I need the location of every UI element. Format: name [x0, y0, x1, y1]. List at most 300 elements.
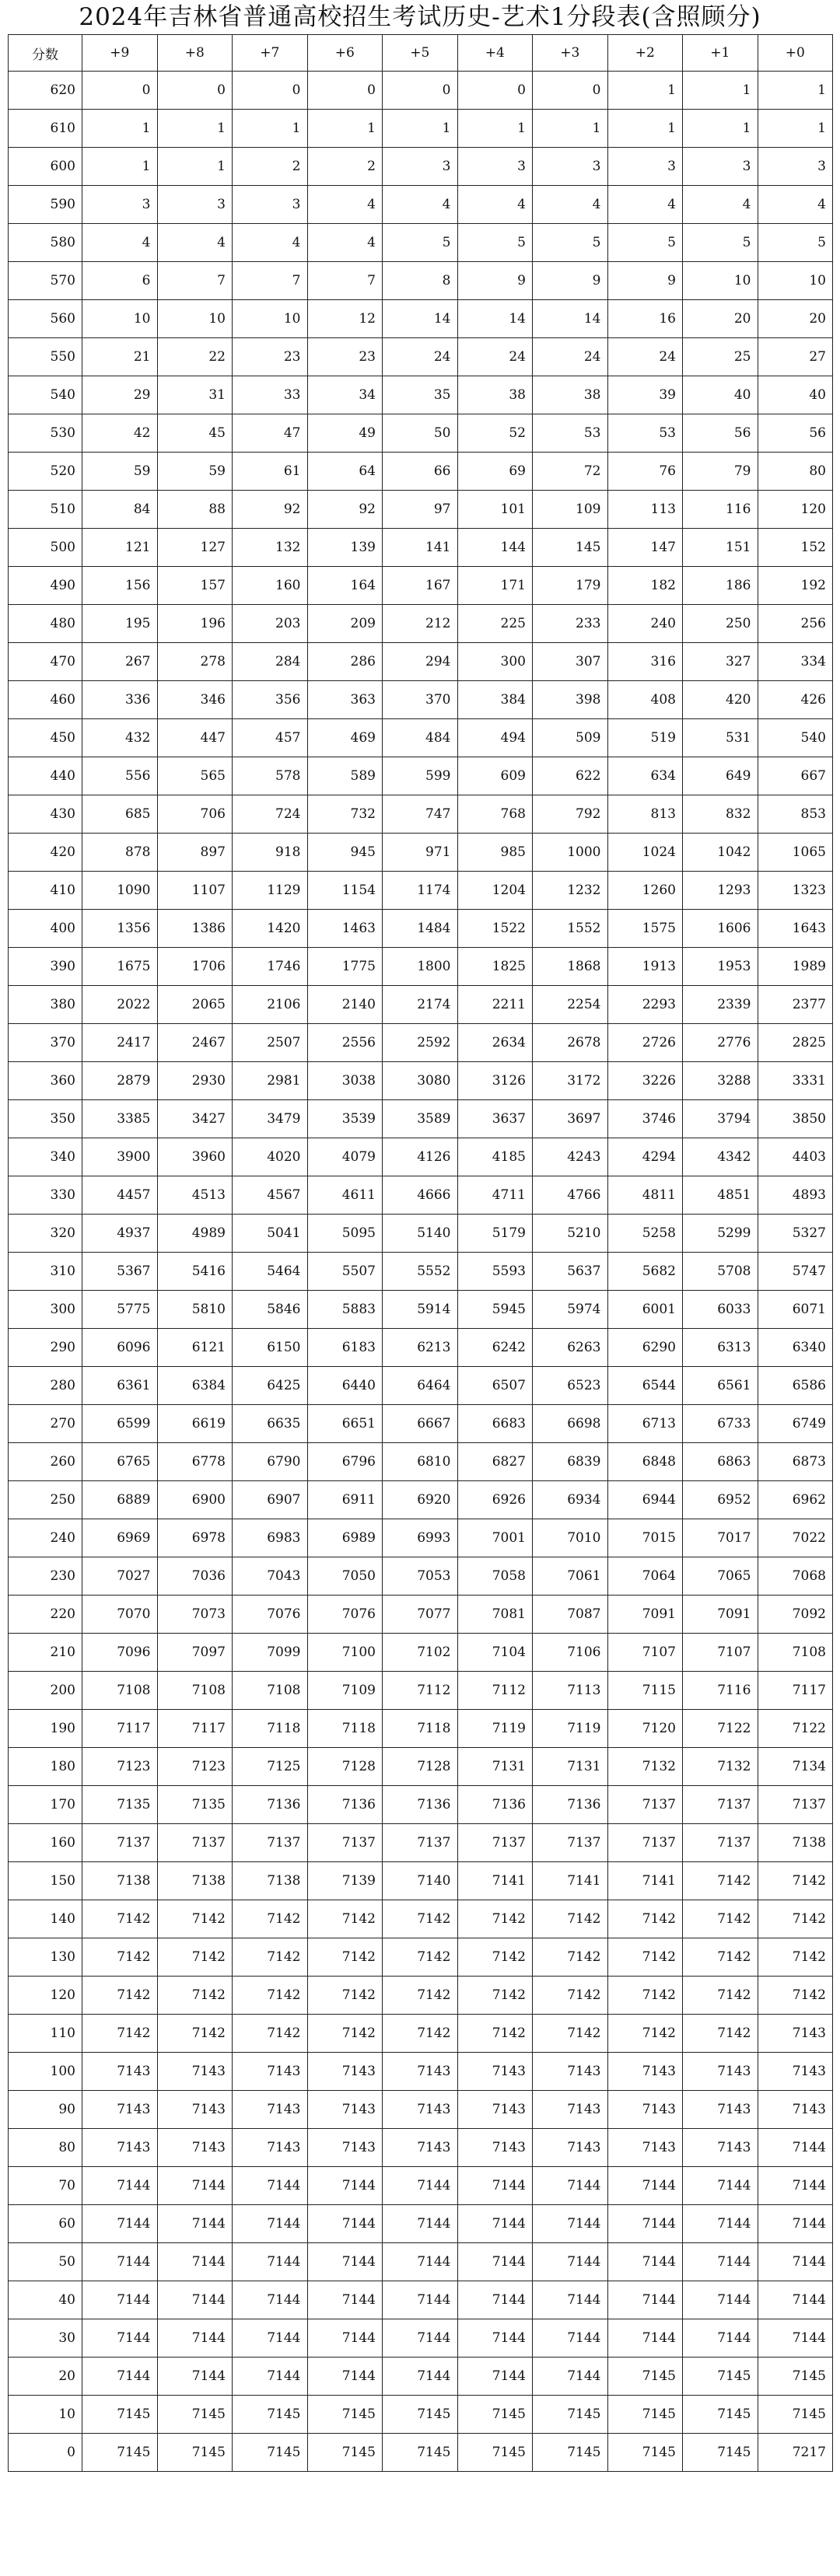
count-cell: 7144: [157, 2358, 233, 2396]
count-cell: 7145: [383, 2434, 458, 2472]
count-cell: 370: [383, 681, 458, 719]
count-cell: 7142: [533, 2015, 608, 2053]
count-cell: 192: [758, 567, 833, 605]
count-cell: 7142: [683, 1938, 758, 1977]
count-cell: 6827: [457, 1443, 533, 1481]
count-cell: 4: [157, 224, 233, 262]
count-cell: 6934: [533, 1481, 608, 1519]
table-row: [9, 262, 833, 300]
count-cell: 1356: [82, 910, 158, 948]
count-cell: 7143: [233, 2053, 308, 2091]
column-header-offset: +7: [233, 35, 308, 72]
count-cell: 5846: [233, 1291, 308, 1329]
count-cell: 7144: [683, 2205, 758, 2243]
count-cell: 7142: [307, 1900, 383, 1938]
count-cell: 356: [233, 681, 308, 719]
count-cell: 6667: [383, 1405, 458, 1443]
count-cell: 7137: [533, 1824, 608, 1862]
score-cell: 50: [9, 2243, 82, 2281]
table-row: [9, 1481, 833, 1519]
count-cell: 101: [457, 491, 533, 529]
count-cell: 4: [457, 186, 533, 224]
count-cell: 7050: [307, 1557, 383, 1596]
count-cell: 7144: [383, 2281, 458, 2319]
count-cell: 33: [233, 376, 308, 414]
count-cell: 35: [383, 376, 458, 414]
count-cell: 300: [457, 643, 533, 681]
score-cell: 610: [9, 110, 82, 148]
count-cell: 6121: [157, 1329, 233, 1367]
count-cell: 732: [307, 795, 383, 834]
count-cell: 267: [82, 643, 158, 681]
column-header-offset: +3: [533, 35, 608, 72]
count-cell: 7134: [758, 1748, 833, 1786]
count-cell: 7017: [683, 1519, 758, 1557]
table-row: [9, 605, 833, 643]
table-row: [9, 1024, 833, 1062]
table-row: [9, 453, 833, 491]
count-cell: 92: [233, 491, 308, 529]
count-cell: 2065: [157, 986, 233, 1024]
count-cell: 6733: [683, 1405, 758, 1443]
count-cell: 7145: [233, 2396, 308, 2434]
table-row: [9, 681, 833, 719]
count-cell: 7144: [457, 2243, 533, 2281]
count-cell: 945: [307, 834, 383, 872]
count-cell: 4342: [683, 1138, 758, 1176]
score-cell: 10: [9, 2396, 82, 2434]
count-cell: 1090: [82, 872, 158, 910]
count-cell: 5945: [457, 1291, 533, 1329]
count-cell: 578: [233, 757, 308, 795]
count-cell: 7139: [307, 1862, 383, 1900]
count-cell: 4: [233, 224, 308, 262]
table-row: [9, 491, 833, 529]
count-cell: 1643: [758, 910, 833, 948]
count-cell: 7143: [233, 2129, 308, 2167]
count-cell: 408: [607, 681, 683, 719]
count-cell: 97: [383, 491, 458, 529]
count-cell: 8: [383, 262, 458, 300]
count-cell: 494: [457, 719, 533, 757]
count-cell: 7132: [607, 1748, 683, 1786]
count-cell: 6313: [683, 1329, 758, 1367]
count-cell: 152: [758, 529, 833, 567]
count-cell: 7001: [457, 1519, 533, 1557]
count-cell: 7118: [383, 1710, 458, 1748]
count-cell: 3746: [607, 1100, 683, 1138]
count-cell: 4811: [607, 1176, 683, 1215]
count-cell: 2634: [457, 1024, 533, 1062]
score-cell: 590: [9, 186, 82, 224]
count-cell: 634: [607, 757, 683, 795]
score-cell: 290: [9, 1329, 82, 1367]
count-cell: 1204: [457, 872, 533, 910]
count-cell: 7142: [683, 1977, 758, 2015]
count-cell: 203: [233, 605, 308, 643]
count-cell: 3226: [607, 1062, 683, 1100]
count-cell: 7144: [607, 2167, 683, 2205]
score-cell: 220: [9, 1596, 82, 1634]
count-cell: 7096: [82, 1634, 158, 1672]
table-row: [9, 529, 833, 567]
count-cell: 1825: [457, 948, 533, 986]
count-cell: 7144: [307, 2319, 383, 2358]
count-cell: 7142: [82, 1900, 158, 1938]
count-cell: 1154: [307, 872, 383, 910]
count-cell: 7068: [758, 1557, 833, 1596]
table-row: [9, 1329, 833, 1367]
count-cell: 2211: [457, 986, 533, 1024]
count-cell: 1: [157, 148, 233, 186]
count-cell: 9: [607, 262, 683, 300]
count-cell: 7137: [307, 1824, 383, 1862]
score-cell: 30: [9, 2319, 82, 2358]
count-cell: 10: [758, 262, 833, 300]
count-cell: 1024: [607, 834, 683, 872]
count-cell: 589: [307, 757, 383, 795]
count-cell: 3697: [533, 1100, 608, 1138]
count-cell: 3: [607, 148, 683, 186]
count-cell: 6683: [457, 1405, 533, 1443]
count-cell: 7144: [457, 2281, 533, 2319]
table-row: [9, 1138, 833, 1176]
count-cell: 47: [233, 414, 308, 453]
table-row: [9, 2358, 833, 2396]
score-cell: 620: [9, 72, 82, 110]
count-cell: 7142: [758, 1977, 833, 2015]
count-cell: 7138: [758, 1824, 833, 1862]
count-cell: 1522: [457, 910, 533, 948]
count-cell: 7106: [533, 1634, 608, 1672]
count-cell: 80: [758, 453, 833, 491]
count-cell: 7143: [533, 2053, 608, 2091]
count-cell: 7144: [307, 2243, 383, 2281]
table-row: [9, 948, 833, 986]
count-cell: 6561: [683, 1367, 758, 1405]
count-cell: 1989: [758, 948, 833, 986]
count-cell: 7137: [383, 1824, 458, 1862]
table-row: [9, 2205, 833, 2243]
count-cell: 1: [683, 110, 758, 148]
count-cell: 5: [533, 224, 608, 262]
count-cell: 7143: [683, 2091, 758, 2129]
count-cell: 1: [157, 110, 233, 148]
count-cell: 7058: [457, 1557, 533, 1596]
count-cell: 7143: [82, 2053, 158, 2091]
count-cell: 6839: [533, 1443, 608, 1481]
count-cell: 7142: [457, 1977, 533, 2015]
count-cell: 4: [758, 186, 833, 224]
count-cell: 7142: [533, 1938, 608, 1977]
count-cell: 2022: [82, 986, 158, 1024]
count-cell: 2981: [233, 1062, 308, 1100]
count-cell: 2507: [233, 1024, 308, 1062]
count-cell: 747: [383, 795, 458, 834]
count-cell: 4185: [457, 1138, 533, 1176]
score-cell: 360: [9, 1062, 82, 1100]
count-cell: 7131: [533, 1748, 608, 1786]
count-cell: 4766: [533, 1176, 608, 1215]
count-cell: 7117: [82, 1710, 158, 1748]
count-cell: 6796: [307, 1443, 383, 1481]
count-cell: 3900: [82, 1138, 158, 1176]
table-row: [9, 1710, 833, 1748]
table-row: [9, 1938, 833, 1977]
count-cell: 6340: [758, 1329, 833, 1367]
count-cell: 384: [457, 681, 533, 719]
count-cell: 1386: [157, 910, 233, 948]
table-row: [9, 757, 833, 795]
table-row: [9, 414, 833, 453]
count-cell: 6599: [82, 1405, 158, 1443]
table-row: [9, 719, 833, 757]
count-cell: 7102: [383, 1634, 458, 1672]
score-cell: 580: [9, 224, 82, 262]
count-cell: 4294: [607, 1138, 683, 1176]
table-row: [9, 110, 833, 148]
count-cell: 6920: [383, 1481, 458, 1519]
count-cell: 7113: [533, 1672, 608, 1710]
count-cell: 0: [82, 72, 158, 110]
count-cell: 39: [607, 376, 683, 414]
count-cell: 7144: [533, 2358, 608, 2396]
count-cell: 7143: [683, 2129, 758, 2167]
count-cell: 3: [533, 148, 608, 186]
score-cell: 350: [9, 1100, 82, 1138]
score-cell: 560: [9, 300, 82, 338]
count-cell: 6213: [383, 1329, 458, 1367]
count-cell: 5: [383, 224, 458, 262]
count-cell: 171: [457, 567, 533, 605]
count-cell: 6962: [758, 1481, 833, 1519]
count-cell: 2467: [157, 1024, 233, 1062]
count-cell: 4711: [457, 1176, 533, 1215]
count-cell: 1575: [607, 910, 683, 948]
count-cell: 5179: [457, 1215, 533, 1253]
count-cell: 1042: [683, 834, 758, 872]
count-cell: 7119: [457, 1710, 533, 1748]
score-cell: 160: [9, 1824, 82, 1862]
count-cell: 38: [533, 376, 608, 414]
score-cell: 60: [9, 2205, 82, 2243]
count-cell: 56: [683, 414, 758, 453]
count-cell: 1: [233, 110, 308, 148]
count-cell: 7137: [457, 1824, 533, 1862]
count-cell: 6889: [82, 1481, 158, 1519]
score-cell: 480: [9, 605, 82, 643]
count-cell: 7: [307, 262, 383, 300]
count-cell: 3427: [157, 1100, 233, 1138]
count-cell: 7119: [533, 1710, 608, 1748]
count-cell: 52: [457, 414, 533, 453]
count-cell: 327: [683, 643, 758, 681]
count-cell: 5507: [307, 1253, 383, 1291]
count-cell: 2417: [82, 1024, 158, 1062]
count-cell: 6544: [607, 1367, 683, 1405]
count-cell: 7144: [457, 2205, 533, 2243]
count-cell: 768: [457, 795, 533, 834]
count-cell: 92: [307, 491, 383, 529]
count-cell: 7137: [683, 1824, 758, 1862]
score-cell: 510: [9, 491, 82, 529]
count-cell: 420: [683, 681, 758, 719]
count-cell: 7144: [233, 2243, 308, 2281]
count-cell: 2678: [533, 1024, 608, 1062]
count-cell: 336: [82, 681, 158, 719]
count-cell: 7143: [533, 2091, 608, 2129]
count-cell: 346: [157, 681, 233, 719]
count-cell: 61: [233, 453, 308, 491]
count-cell: 5367: [82, 1253, 158, 1291]
count-cell: 196: [157, 605, 233, 643]
count-cell: 4937: [82, 1215, 158, 1253]
count-cell: 7107: [683, 1634, 758, 1672]
count-cell: 7022: [758, 1519, 833, 1557]
count-cell: 5974: [533, 1291, 608, 1329]
count-cell: 0: [383, 72, 458, 110]
count-cell: 7122: [758, 1710, 833, 1748]
score-cell: 240: [9, 1519, 82, 1557]
score-cell: 190: [9, 1710, 82, 1748]
count-cell: 484: [383, 719, 458, 757]
count-cell: 7143: [457, 2053, 533, 2091]
count-cell: 4457: [82, 1176, 158, 1215]
table-row: [9, 2091, 833, 2129]
table-row: [9, 834, 833, 872]
count-cell: 2140: [307, 986, 383, 1024]
count-cell: 5: [758, 224, 833, 262]
count-cell: 23: [307, 338, 383, 376]
count-cell: 7136: [533, 1786, 608, 1824]
count-cell: 7143: [157, 2091, 233, 2129]
count-cell: 447: [157, 719, 233, 757]
count-cell: 2339: [683, 986, 758, 1024]
count-cell: 7145: [383, 2396, 458, 2434]
count-cell: 6848: [607, 1443, 683, 1481]
count-cell: 7135: [157, 1786, 233, 1824]
count-cell: 9: [457, 262, 533, 300]
table-row: [9, 1291, 833, 1329]
count-cell: 7143: [307, 2129, 383, 2167]
count-cell: 7143: [758, 2091, 833, 2129]
count-cell: 2556: [307, 1024, 383, 1062]
count-cell: 7073: [157, 1596, 233, 1634]
count-cell: 7144: [82, 2319, 158, 2358]
count-cell: 565: [157, 757, 233, 795]
score-cell: 400: [9, 910, 82, 948]
table-row: [9, 2129, 833, 2167]
count-cell: 363: [307, 681, 383, 719]
count-cell: 7143: [607, 2129, 683, 2167]
count-cell: 27: [758, 338, 833, 376]
count-cell: 2825: [758, 1024, 833, 1062]
count-cell: 7142: [533, 1900, 608, 1938]
count-cell: 7143: [383, 2091, 458, 2129]
count-cell: 7137: [607, 1786, 683, 1824]
count-cell: 7108: [157, 1672, 233, 1710]
count-cell: 878: [82, 834, 158, 872]
count-cell: 6863: [683, 1443, 758, 1481]
count-cell: 250: [683, 605, 758, 643]
count-cell: 1953: [683, 948, 758, 986]
count-cell: 3: [82, 186, 158, 224]
count-cell: 145: [533, 529, 608, 567]
count-cell: 6907: [233, 1481, 308, 1519]
count-cell: 7142: [157, 1900, 233, 1938]
count-cell: 6523: [533, 1367, 608, 1405]
table-row: [9, 1824, 833, 1862]
count-cell: 2174: [383, 986, 458, 1024]
count-cell: 139: [307, 529, 383, 567]
count-cell: 7145: [82, 2434, 158, 2472]
count-cell: 7145: [683, 2358, 758, 2396]
count-cell: 7: [233, 262, 308, 300]
table-row: [9, 1405, 833, 1443]
count-cell: 59: [157, 453, 233, 491]
count-cell: 1: [383, 110, 458, 148]
count-cell: 918: [233, 834, 308, 872]
count-cell: 6749: [758, 1405, 833, 1443]
count-cell: 7118: [233, 1710, 308, 1748]
count-cell: 120: [758, 491, 833, 529]
count-cell: 7142: [457, 2015, 533, 2053]
count-cell: 6464: [383, 1367, 458, 1405]
count-cell: 7131: [457, 1748, 533, 1786]
count-cell: 1: [758, 72, 833, 110]
score-cell: 440: [9, 757, 82, 795]
table-row: [9, 300, 833, 338]
count-cell: 10: [82, 300, 158, 338]
table-body: [9, 72, 833, 2472]
count-cell: 7115: [607, 1672, 683, 1710]
score-cell: 570: [9, 262, 82, 300]
score-cell: 100: [9, 2053, 82, 2091]
count-cell: 556: [82, 757, 158, 795]
count-cell: 7125: [233, 1748, 308, 1786]
count-cell: 50: [383, 414, 458, 453]
count-cell: 7143: [82, 2091, 158, 2129]
count-cell: 7142: [683, 2015, 758, 2053]
count-cell: 3960: [157, 1138, 233, 1176]
count-cell: 6911: [307, 1481, 383, 1519]
count-cell: 7142: [233, 1938, 308, 1977]
count-cell: 5637: [533, 1253, 608, 1291]
count-cell: 212: [383, 605, 458, 643]
count-cell: 5883: [307, 1291, 383, 1329]
count-cell: 5210: [533, 1215, 608, 1253]
count-cell: 132: [233, 529, 308, 567]
count-cell: 7143: [533, 2129, 608, 2167]
table-row: [9, 910, 833, 948]
count-cell: 2776: [683, 1024, 758, 1062]
table-row: [9, 643, 833, 681]
count-cell: 6001: [607, 1291, 683, 1329]
count-cell: 622: [533, 757, 608, 795]
count-cell: 1107: [157, 872, 233, 910]
count-cell: 7144: [157, 2167, 233, 2205]
count-cell: 186: [683, 567, 758, 605]
count-cell: 7142: [383, 1977, 458, 2015]
count-cell: 195: [82, 605, 158, 643]
count-cell: 7107: [607, 1634, 683, 1672]
count-cell: 7144: [82, 2358, 158, 2396]
count-cell: 7143: [157, 2129, 233, 2167]
count-cell: 685: [82, 795, 158, 834]
table-row: [9, 1672, 833, 1710]
count-cell: 7070: [82, 1596, 158, 1634]
count-cell: 7144: [758, 2129, 833, 2167]
